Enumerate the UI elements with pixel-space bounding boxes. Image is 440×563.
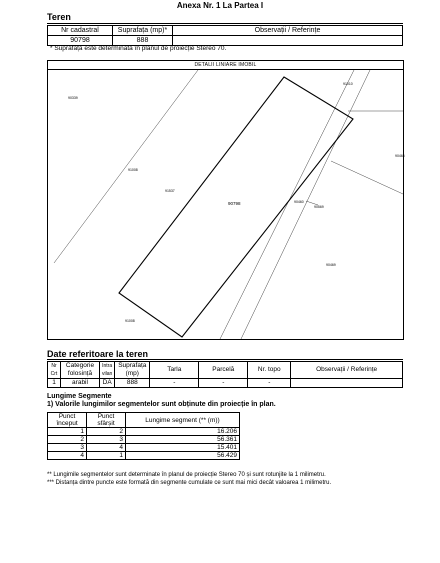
cell-categorie: arabil	[61, 379, 100, 388]
cell-length: 56.361	[126, 436, 240, 444]
page-title: Anexa Nr. 1 La Partea I	[176, 1, 264, 10]
date-teren-divider	[47, 359, 403, 360]
cell-observatii	[173, 36, 403, 46]
cell-end: 3	[87, 436, 126, 444]
col-lungime: Lungime segment (** (m))	[126, 413, 240, 428]
cell-length: 56.429	[126, 452, 240, 460]
neighbor-label: 90569	[314, 205, 324, 209]
table-row	[48, 428, 240, 436]
col-suprafata: Suprafața (mp)	[115, 362, 150, 379]
cell-end: 1	[87, 452, 126, 460]
parcel-drawing	[47, 60, 404, 340]
segmente-note-1: ** Lungimile segmentelor sunt determinate în planul de proiecție Stereo 70 și sunt rotunjite la 1 milimetru.	[47, 472, 326, 478]
cell-start: 2	[48, 436, 87, 444]
neighbor-label: 90339	[68, 96, 78, 100]
table-row	[48, 452, 240, 460]
neighbor-boundary-line	[331, 161, 403, 194]
neighbor-label: 90465	[395, 154, 405, 158]
col-suprafata: Suprafața (mp)*	[113, 26, 173, 36]
neighbor-label: 90469	[326, 263, 336, 267]
cell-end: 4	[87, 444, 126, 452]
col-nr-cadastral: Nr cadastral	[48, 26, 113, 36]
teren-divider	[47, 23, 403, 24]
col-intravilan: Intra vilan	[100, 362, 115, 379]
cell-tarla: -	[150, 379, 199, 388]
neighbor-label: 91537	[165, 189, 175, 193]
col-nr-topo: Nr. topo	[248, 362, 291, 379]
cell-parcela: -	[199, 379, 248, 388]
cell-start: 4	[48, 452, 87, 460]
col-tarla: Tarla	[150, 362, 199, 379]
cell-length: 16.206	[126, 428, 240, 436]
date-teren-table	[47, 361, 403, 388]
road-edge-line	[241, 70, 370, 339]
cell-observatii	[291, 379, 403, 388]
table-row	[48, 379, 403, 388]
parcel-number-label: 90798	[228, 201, 241, 206]
table-row	[48, 444, 240, 452]
col-categorie: Categorie folosință	[61, 362, 100, 379]
col-punct-inceput: Punct început	[48, 413, 87, 428]
col-punct-sfarsit: Punct sfârșit	[87, 413, 126, 428]
col-nr-crt: Nr Crt	[48, 362, 61, 379]
neighbor-label: 91008	[125, 319, 135, 323]
cell-intravilan: DA	[100, 379, 115, 388]
cell-start: 3	[48, 444, 87, 452]
neighbor-label: 91010	[343, 82, 353, 86]
date-teren-section-title: Date referitoare la teren	[47, 349, 149, 359]
teren-note: * Suprafața este determinată în planul de proiecție Stereo 70.	[50, 45, 227, 52]
segmente-title: Lungime Segmente	[47, 393, 112, 400]
neighbor-label: 90460	[294, 200, 304, 204]
drawing-title: DETALII LINIARE IMOBIL	[48, 61, 403, 70]
teren-section-title: Teren	[47, 12, 71, 22]
col-observatii: Observații / Referințe	[173, 26, 403, 36]
cell-suprafata: 888	[115, 379, 150, 388]
cell-nr: 1	[48, 379, 61, 388]
cell-nr-cadastral: 90798	[48, 36, 113, 46]
cell-end: 2	[87, 428, 126, 436]
cell-suprafata: 888	[113, 36, 173, 46]
cell-length: 15.401	[126, 444, 240, 452]
parcel-plan-svg	[48, 61, 403, 339]
segmente-note-2: *** Distanța dintre puncte este formată din segmente cumulate ce sunt mai mici decât valoarea 1 milimetru.	[47, 480, 332, 486]
col-parcela: Parcelă	[199, 362, 248, 379]
cell-start: 1	[48, 428, 87, 436]
segmente-table	[47, 412, 240, 460]
neighbor-label: 91008	[128, 168, 138, 172]
segmente-subtitle: 1) Valorile lungimilor segmentelor sunt obținute din proiecție în plan.	[47, 401, 276, 408]
table-row	[48, 436, 240, 444]
col-observatii: Observații / Referințe	[291, 362, 403, 379]
cell-topo: -	[248, 379, 291, 388]
teren-table	[47, 25, 403, 46]
